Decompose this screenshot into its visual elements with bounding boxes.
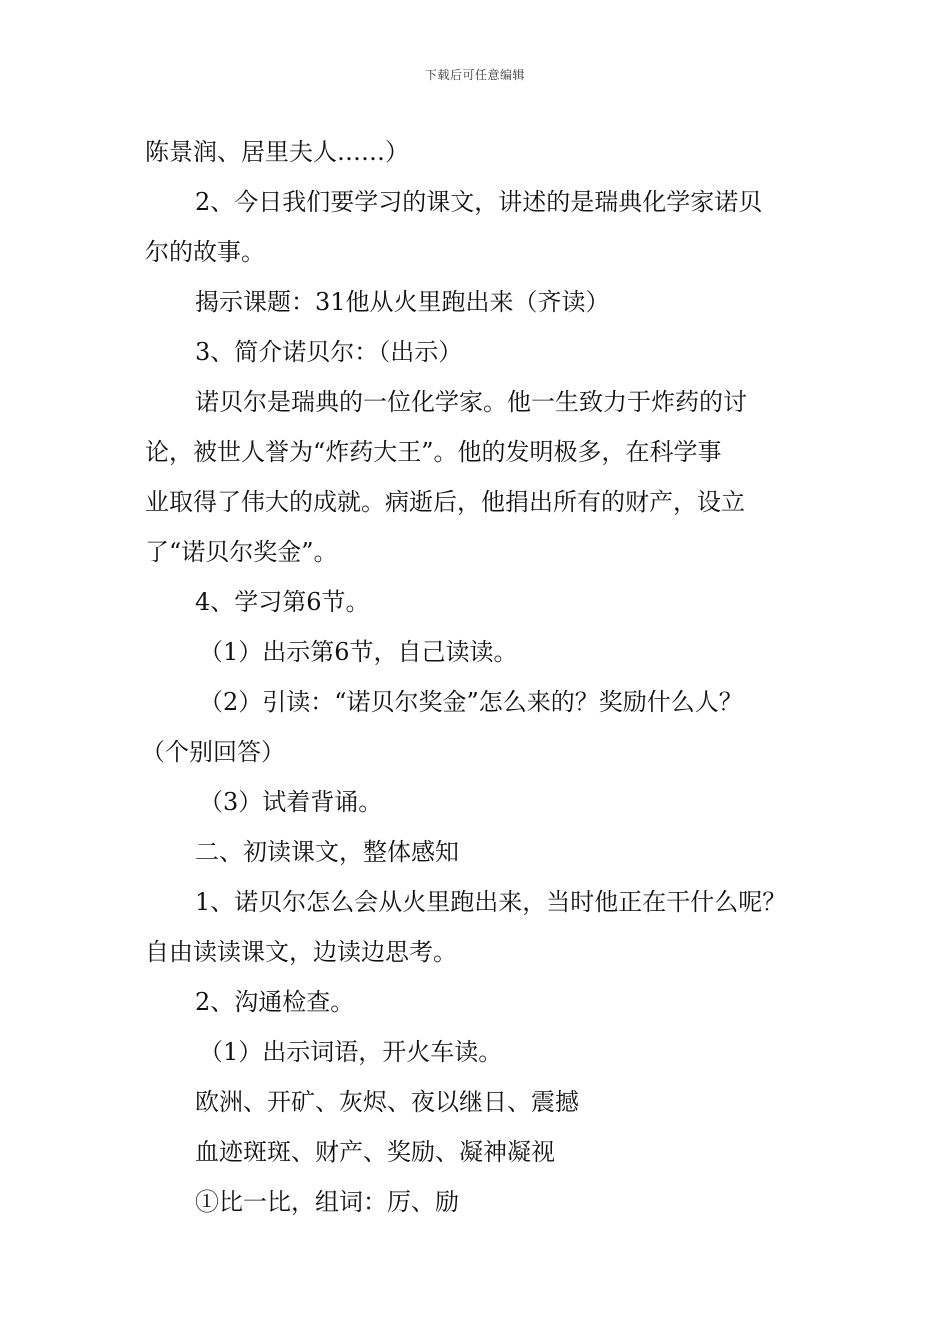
text-line: 业取得了伟大的成就。病逝后，他捐出所有的财产，设立	[145, 488, 745, 516]
document-body	[141, 127, 815, 1227]
text-line: （1）出示第6节，自己读读。	[199, 638, 518, 666]
text-line: （3）试着背诵。	[199, 788, 383, 816]
page-header: 下载后可任意编辑	[424, 68, 525, 82]
text-line: 欧洲、开矿、灰烬、夜以继日、震撼	[195, 1088, 579, 1116]
text-line: 自由读读课文，边读边思考。	[145, 938, 457, 966]
text-line: （2）引读：“诺贝尔奖金”怎么来的？奖励什么人？	[199, 688, 743, 716]
text-line: 论，被世人誉为“炸药大王”。他的发明极多，在科学事	[145, 438, 722, 466]
text-line: 血迹斑斑、财产、奖励、凝神凝视	[195, 1138, 555, 1166]
text-line: 4、学习第6节。	[195, 588, 370, 616]
text-line: 了“诺贝尔奖金”。	[145, 538, 338, 566]
text-line: 诺贝尔是瑞典的一位化学家。他一生致力于炸药的讨	[195, 388, 747, 416]
text-line: 尔的故事。	[145, 238, 265, 266]
text-line: ①比一比，组词：厉、励	[195, 1188, 459, 1216]
text-line: （个别回答）	[141, 738, 285, 766]
text-line: 3、简介诺贝尔：（出示）	[195, 338, 463, 366]
text-line: 2、今日我们要学习的课文，讲述的是瑞典化学家诺贝	[195, 188, 763, 216]
text-line: 二、初读课文，整体感知	[195, 838, 459, 866]
text-line: 揭示课题：31他从火里跑出来（齐读）	[195, 288, 610, 316]
text-line: 1、诺贝尔怎么会从火里跑出来，当时他正在干什么呢？	[195, 888, 787, 916]
text-line: 2、沟通检查。	[195, 988, 355, 1016]
text-line: （1）出示词语，开火车读。	[199, 1038, 503, 1066]
text-line: 陈景润、居里夫人……）	[145, 138, 409, 166]
